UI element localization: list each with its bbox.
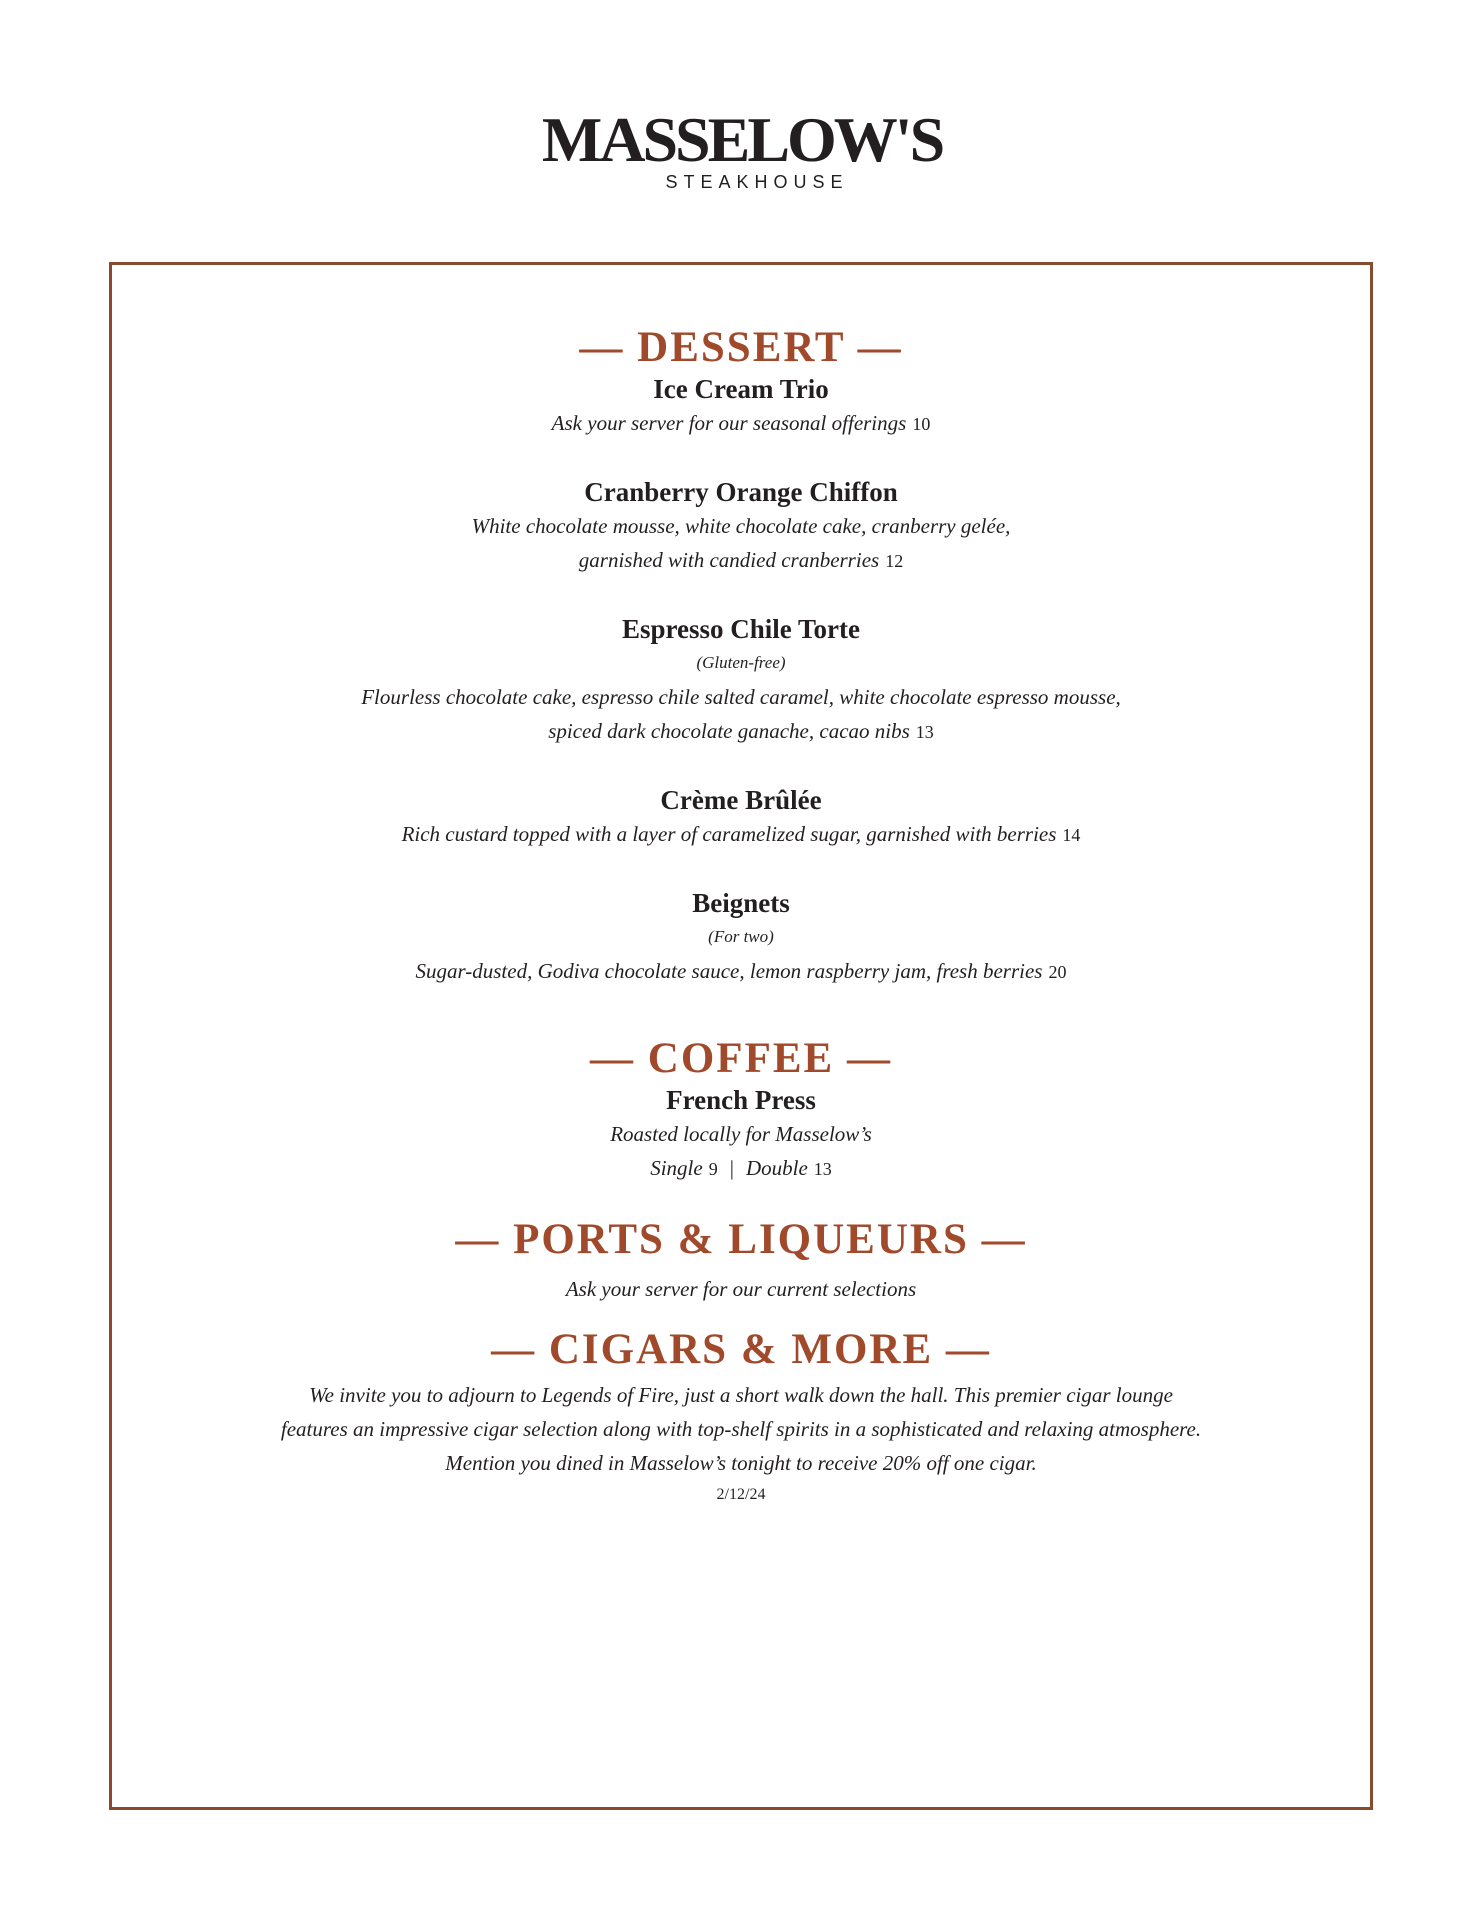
single-label: Single bbox=[650, 1156, 703, 1180]
brand-subtitle: STEAKHOUSE bbox=[665, 172, 849, 192]
item-note: (Gluten-free) bbox=[696, 653, 786, 672]
coffee-heading: — COFFEE — bbox=[590, 1035, 892, 1082]
item-name: Cranberry Orange Chiffon bbox=[584, 477, 898, 507]
ports-description: Ask your server for our current selections bbox=[565, 1277, 917, 1301]
coffee-prices bbox=[109, 1151, 1373, 1186]
item-price: 10 bbox=[912, 414, 931, 434]
cigars-heading: — CIGARS & MORE — bbox=[491, 1326, 991, 1373]
coffee-section bbox=[109, 1035, 1373, 1186]
menu-content bbox=[109, 262, 1373, 1510]
cigars-text-line: We invite you to adjourn to Legends of Fire, just a short walk down the hall. This premier cigar lounge bbox=[309, 1383, 1173, 1407]
item-description-line: Sugar-dusted, Godiva chocolate sauce, lemon raspberry jam, fresh berries bbox=[415, 959, 1043, 983]
double-price: 13 bbox=[813, 1159, 832, 1179]
brand-logo bbox=[0, 104, 1484, 193]
cigars-section bbox=[109, 1326, 1373, 1510]
item-description bbox=[109, 543, 1373, 578]
item-description-line: Ask your server for our seasonal offerings bbox=[551, 411, 907, 435]
item-description bbox=[109, 954, 1373, 989]
menu-date: 2/12/24 bbox=[716, 1486, 766, 1503]
cigars-text-line: features an impressive cigar selection along with top-shelf spirits in a sophisticated and relaxing atmosphere. bbox=[280, 1417, 1202, 1441]
cigars-text-line: Mention you dined in Masselow’s tonight to receive 20% off one cigar. bbox=[445, 1451, 1037, 1475]
item-price: 14 bbox=[1062, 825, 1081, 845]
dessert-item bbox=[109, 612, 1373, 749]
single-price: 9 bbox=[708, 1159, 718, 1179]
item-price: 13 bbox=[915, 722, 934, 742]
brand-wordmark: MASSELOW'S bbox=[541, 104, 943, 175]
item-name: Espresso Chile Torte bbox=[621, 614, 861, 644]
item-description-line: spiced dark chocolate ganache, cacao nibs bbox=[548, 719, 910, 743]
item-description: Roasted locally for Masselow’s bbox=[610, 1122, 872, 1146]
item-name: Crème Brûlée bbox=[660, 785, 822, 815]
item-description bbox=[109, 817, 1373, 852]
dessert-item bbox=[109, 475, 1373, 578]
dessert-item bbox=[109, 783, 1373, 852]
ports-heading: — PORTS & LIQUEURS — bbox=[455, 1216, 1027, 1263]
item-note: (For two) bbox=[708, 927, 774, 946]
dessert-section bbox=[109, 324, 1373, 989]
dessert-item bbox=[109, 886, 1373, 989]
price-separator: | bbox=[729, 1156, 734, 1180]
item-description bbox=[109, 714, 1373, 749]
ports-section bbox=[109, 1216, 1373, 1306]
dessert-heading: — DESSERT — bbox=[579, 324, 903, 371]
item-price: 12 bbox=[885, 551, 904, 571]
item-description-line: Rich custard topped with a layer of caramelized sugar, garnished with berries bbox=[401, 822, 1057, 846]
item-description bbox=[109, 406, 1373, 441]
item-description-line: garnished with candied cranberries bbox=[578, 548, 880, 572]
item-name: Beignets bbox=[692, 888, 790, 918]
double-label: Double bbox=[745, 1156, 808, 1180]
item-description-line: Flourless chocolate cake, espresso chile salted caramel, white chocolate espresso mousse, bbox=[361, 685, 1121, 709]
item-name: Ice Cream Trio bbox=[653, 374, 829, 404]
item-description-line: White chocolate mousse, white chocolate cake, cranberry gelée, bbox=[471, 514, 1011, 538]
dessert-item bbox=[109, 372, 1373, 441]
item-name: French Press bbox=[666, 1085, 816, 1115]
item-price: 20 bbox=[1048, 962, 1067, 982]
